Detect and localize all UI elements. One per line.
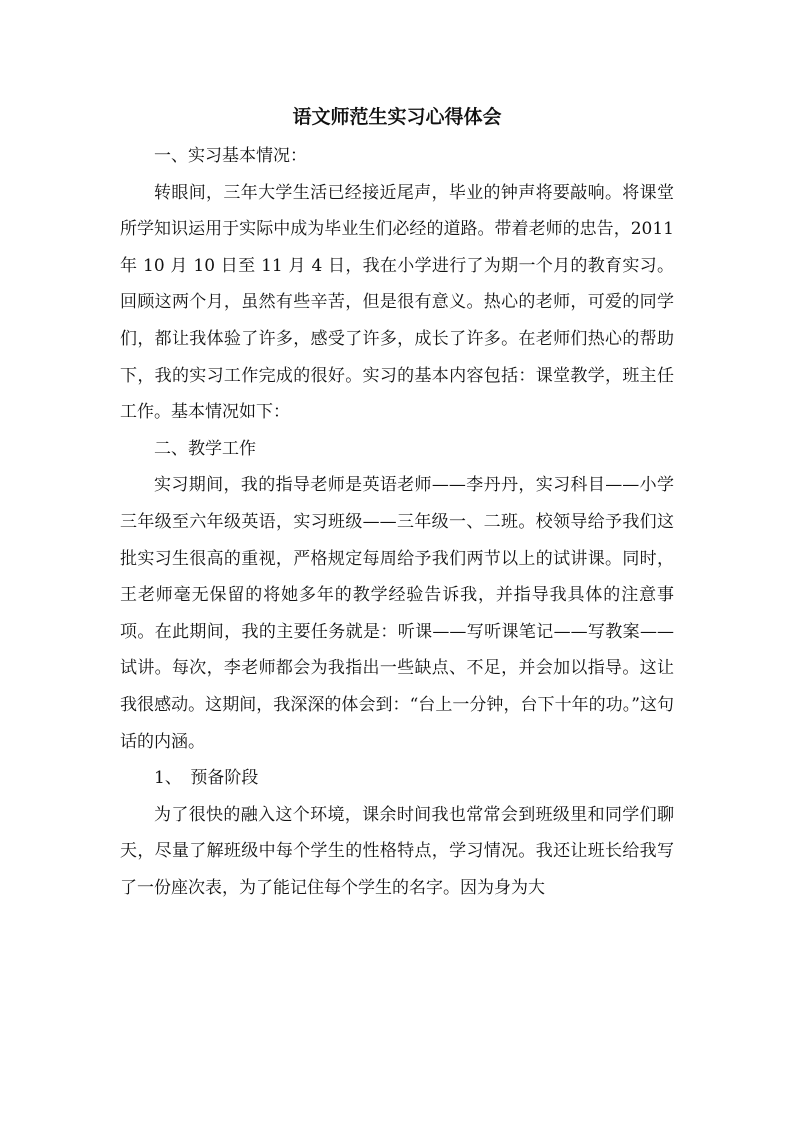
section-heading-teaching-work: 二、教学工作 [154,438,256,459]
section-heading-basic-situation: 一、实习基本情况： [154,146,307,166]
paragraph-teaching: 实习期间，我的指导老师是英语老师——李丹丹，实习科目——小学三年级至六年级英语，实习班级——三年级一、二班。校领导给予我们这批实习生很高的重视，严格规定每周给予我们两节以上的试讲课。同时，王老师毫无保留的将她多年的教学经验告诉我，并指导我具体的注意事项。在此期间，我的主要任务就是：听课——写听课笔记——写教案——试讲。每次，李老师都会为我指出一些缺点、不足，并会加以指导。这让我很感动。这期间，我深深的体会到：“台上一分钟，台下十年的功。”这句话的内涵。 [120,475,674,752]
subsection-heading-preparation: 1、 预备阶段 [154,768,259,789]
paragraph-preparation: 为了很快的融入这个环境，课余时间我也常常会到班级里和同学们聊天，尽量了解班级中每个学生的性格特点，学习情况。我还让班长给我写了一份座次表，为了能记住每个学生的名字。因为身为大 [120,804,674,898]
paragraph-intro: 转眼间，三年大学生活已经接近尾声，毕业的钟声将要敲响。将课堂所学知识运用于实际中成为毕业生们必经的道路。带着老师的忠告，2011 年 10 月 10 日至 11 月 4 日，我在小学进行了为期一个月的教育实习。回顾这两个月，虽然有些辛苦，但是很有意义。热心的老师，可爱的同学们，都让我体验了许多，感受了许多，成长了许多。在老师们热心的帮助下，我的实习工作完成的很好。实习的基本内容包括：课堂教学，班主任工作。基本情况如下： [120,182,674,423]
document-body [120,98,674,906]
document-title: 语文师范生实习心得体会 [292,106,502,128]
